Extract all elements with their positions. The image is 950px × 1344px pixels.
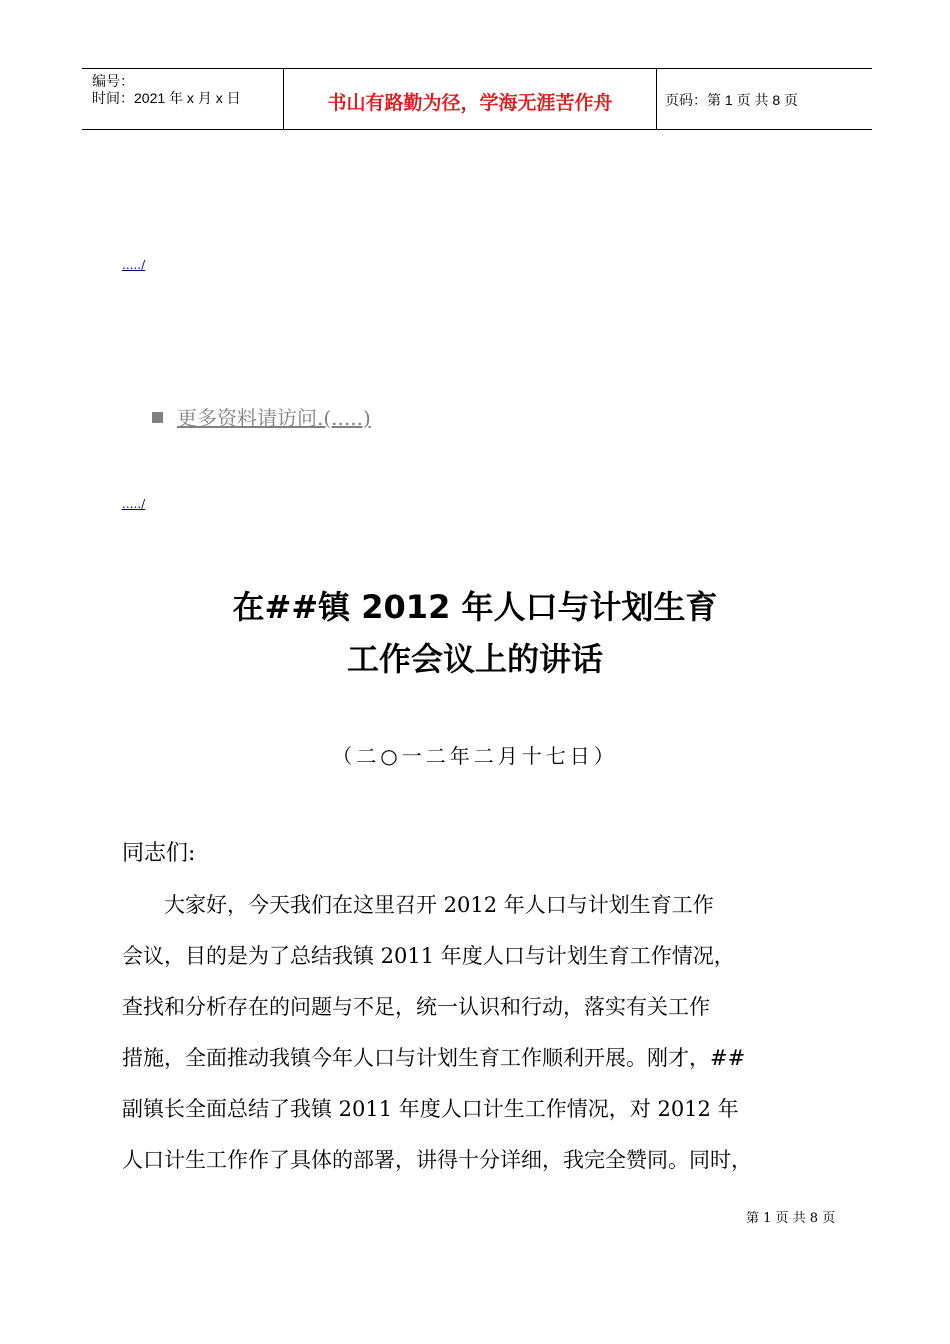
salutation: 同志们: bbox=[122, 841, 196, 866]
body-line: 大家好，今天我们在这里召开 2012 年人口与计划生育工作 bbox=[122, 893, 714, 917]
header-motto: 书山有路勤为径，学海无涯苦作舟 bbox=[327, 93, 613, 114]
doc-title-line1: 在##镇 2012 年人口与计划生育 bbox=[232, 588, 718, 626]
body-text bbox=[122, 880, 834, 1186]
more-resources-item bbox=[152, 402, 371, 431]
header-page-info: 页码：第 1 页 共 8 页 bbox=[665, 92, 799, 108]
page-footer: 第 1 页 共 8 页 bbox=[746, 1211, 836, 1226]
body-line: 人口计生工作作了具体的部署，讲得十分详细，我完全赞同。同时， bbox=[122, 1148, 752, 1172]
doc-date: （二○一二年二月十七日） bbox=[332, 744, 618, 768]
more-resources-link[interactable]: 更多资料请访问.(.....) bbox=[177, 406, 371, 430]
bullet-square-icon bbox=[152, 412, 163, 423]
body-line: 副镇长全面总结了我镇 2011 年度人口计生工作情况，对 2012 年 bbox=[122, 1097, 739, 1121]
doc-number-label: 编号： bbox=[92, 73, 134, 89]
header-table bbox=[82, 68, 872, 130]
body-line: 查找和分析存在的问题与不足，统一认识和行动，落实有关工作 bbox=[122, 995, 710, 1019]
bottom-link[interactable]: ...../ bbox=[122, 497, 146, 511]
body-line: 措施，全面推动我镇今年人口与计划生育工作顺利开展。刚才，## bbox=[122, 1046, 746, 1070]
body-line: 会议，目的是为了总结我镇 2011 年度人口与计划生育工作情况， bbox=[122, 944, 735, 968]
header-page-cell bbox=[657, 69, 872, 129]
top-link[interactable]: ...../ bbox=[122, 258, 146, 272]
header-meta-cell bbox=[82, 69, 284, 129]
doc-time-label: 时间：2021 年 x 月 x 日 bbox=[92, 90, 241, 106]
doc-title-line2: 工作会议上的讲话 bbox=[346, 640, 603, 678]
header-motto-cell bbox=[284, 69, 657, 129]
